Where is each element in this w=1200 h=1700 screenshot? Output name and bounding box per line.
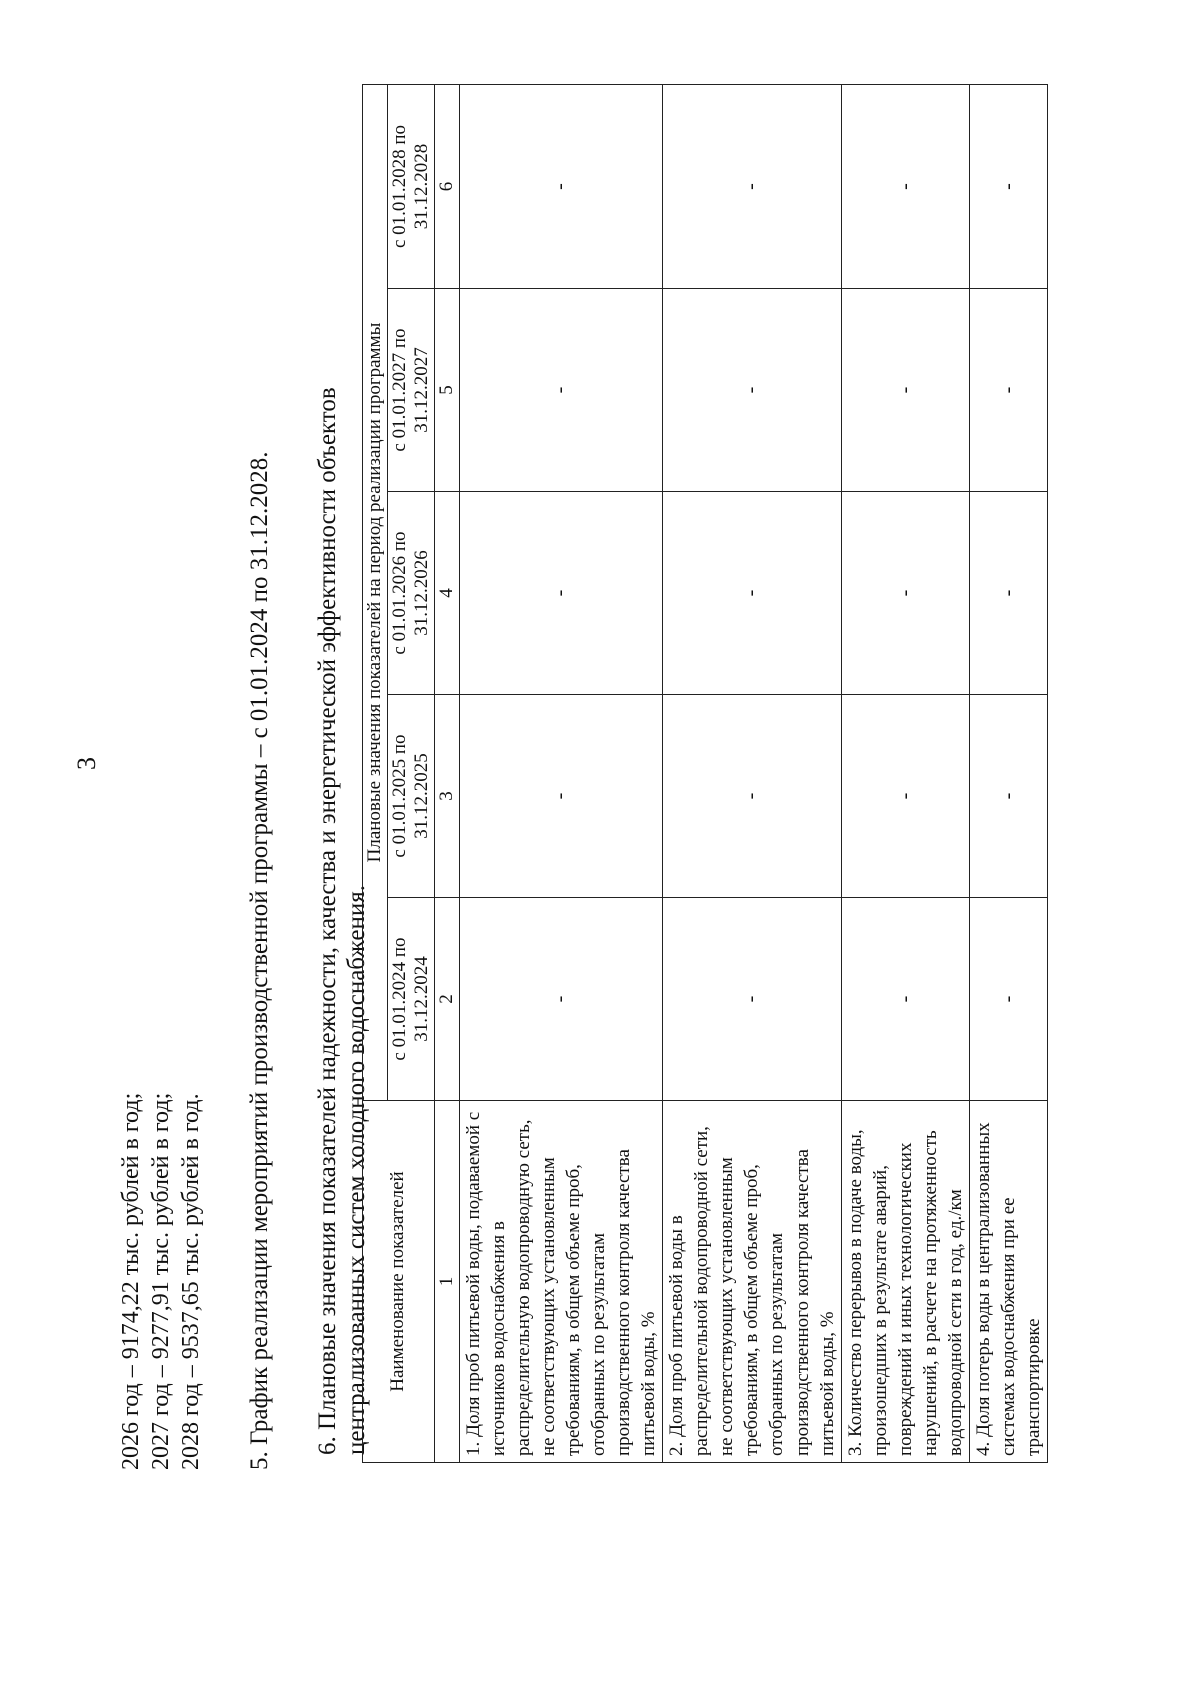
column-number: 4 (434, 492, 459, 695)
indicator-value: - (841, 695, 969, 898)
page-number: 3 (72, 757, 101, 770)
column-number-row (434, 84, 459, 1462)
header-period: с 01.01.2028 по 31.12.2028 (387, 84, 434, 288)
budget-line-2027: 2027 год – 9277,91 тыс. рублей в год; (148, 1092, 174, 1470)
header-group: Плановые значения показателей на период реализации программы (363, 84, 388, 1100)
header-period: с 01.01.2025 по 31.12.2025 (387, 695, 434, 898)
table-row (841, 84, 969, 1462)
indicator-value: - (663, 84, 842, 288)
header-period: с 01.01.2026 по 31.12.2026 (387, 492, 434, 695)
indicator-value: - (970, 898, 1048, 1101)
header-name: Наименование показателей (363, 1101, 435, 1463)
indicator-value: - (970, 492, 1048, 695)
column-number: 5 (434, 289, 459, 492)
indicator-name: 3. Количество перерывов в подаче воды, произошедших в результате аварий, повреждений и иных технологических нарушений, в расчете на протяженность водопроводной сети в год, ед./км (841, 1101, 969, 1463)
indicator-value: - (841, 84, 969, 288)
indicator-value: - (970, 695, 1048, 898)
indicator-value: - (459, 898, 663, 1101)
indicator-value: - (970, 289, 1048, 492)
table-row (970, 84, 1048, 1462)
header-period: с 01.01.2024 по 31.12.2024 (387, 898, 434, 1101)
indicators-table (362, 84, 1048, 1463)
indicator-value: - (663, 695, 842, 898)
section-6-heading-line2: централизованных систем холодного водоснабжения. (343, 885, 370, 1455)
indicator-name: 1. Доля проб питьевой воды, подаваемой с источников водоснабжения в распределительную водопроводную сеть, не соответствующих установленным требованиям, в общем объеме проб, отобранных по результатам производственного контроля качества питьевой воды, % (459, 1101, 663, 1463)
indicator-value: - (663, 289, 842, 492)
budget-line-2026: 2026 год – 9174,22 тыс. рублей в год; (118, 1092, 144, 1470)
table-header-row-1 (363, 84, 388, 1462)
section-5-heading: 5. График реализации мероприятий производственной программы – с 01.01.2024 по 31.12.2028. (246, 451, 273, 1470)
column-number: 6 (434, 84, 459, 288)
indicator-value: - (663, 898, 842, 1101)
table-row (663, 84, 842, 1462)
indicator-value: - (841, 898, 969, 1101)
indicator-value: - (663, 492, 842, 695)
header-period: с 01.01.2027 по 31.12.2027 (387, 289, 434, 492)
indicator-name: 2. Доля проб питьевой воды в распределительной водопроводной сети, не соответствующих установленным требованиям, в общем объеме проб, отобранных по результатам производственного контроля качества питьевой воды, % (663, 1101, 842, 1463)
indicator-value: - (841, 289, 969, 492)
indicator-value: - (841, 492, 969, 695)
indicator-value: - (970, 84, 1048, 288)
indicator-name: 4. Доля потерь воды в централизованных системах водоснабжения при ее транспортировке (970, 1101, 1048, 1463)
table-row (459, 84, 663, 1462)
column-number: 1 (434, 1101, 459, 1463)
indicator-value: - (459, 492, 663, 695)
section-6-heading-line1: 6. Плановые значения показателей надежности, качества и энергетической эффективности объектов (314, 387, 341, 1455)
budget-line-2028: 2028 год – 9537,65 тыс. рублей в год. (178, 1093, 204, 1470)
column-number: 2 (434, 898, 459, 1101)
indicator-value: - (459, 695, 663, 898)
indicator-value: - (459, 84, 663, 288)
column-number: 3 (434, 695, 459, 898)
indicator-value: - (459, 289, 663, 492)
